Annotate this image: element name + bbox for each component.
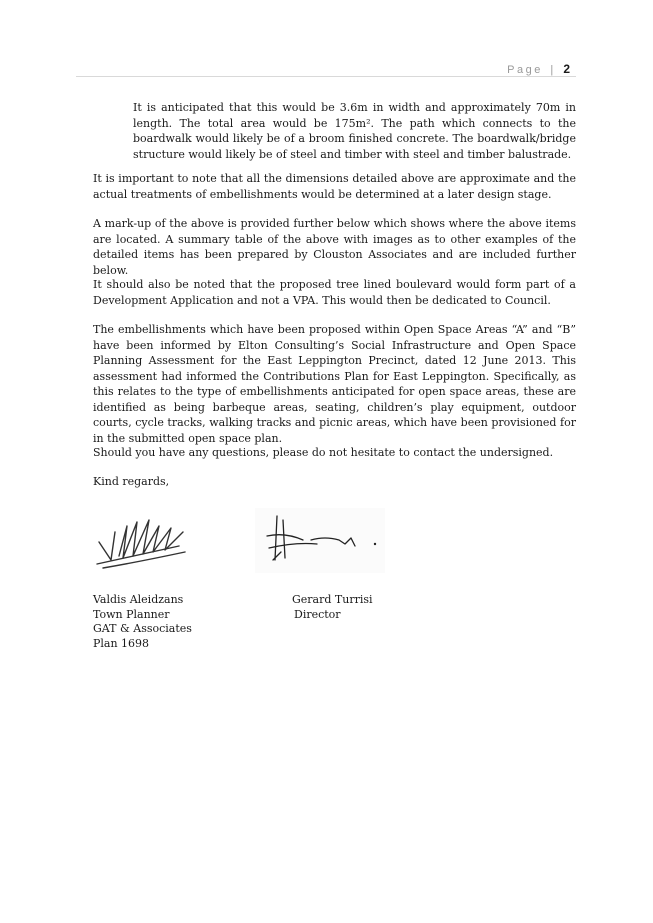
signatory-1-title: Town Planner bbox=[93, 607, 170, 621]
signatory-1-plan: Plan 1698 bbox=[93, 636, 150, 650]
signatory-1-name: Valdis Aleidzans bbox=[93, 593, 184, 606]
closing-salutation: Kind regards, bbox=[93, 475, 170, 488]
page-number bbox=[507, 62, 570, 76]
paragraph-dimensions: It is important to note that all the dimensions detailed above are approximate and the actual treatments of embellishments would be determined at a later design stage. bbox=[93, 172, 576, 201]
page-header bbox=[76, 60, 576, 77]
signatory-2-name: Gerard Turrisi bbox=[292, 593, 373, 606]
paragraph-boulevard: It should also be noted that the proposed tree lined boulevard would form part of a Development Application and not a VPA. This would then be dedicated to Council. bbox=[93, 278, 576, 307]
signatory-2 bbox=[292, 593, 373, 622]
signatory-2-title: Director bbox=[294, 607, 341, 621]
paragraph-boardwalk: It is anticipated that this would be 3.6m in width and approximately 70m in length. The total area would be 175m². The path which connects to the boardwalk would likely be of a broom finished concrete. The boardwalk/bridge structure would likely be of steel and timber with steel and timber balustrade. bbox=[133, 101, 576, 161]
page-label: Page bbox=[507, 64, 543, 76]
paragraph-embellishments: The embellishments which have been proposed within Open Space Areas “A” and “B” have been informed by Elton Consulting’s Social Infrastructure and Open Space Planning Assessment for the East Leppington Precinct, dated 12 June 2013. This assessment had informed the Contributions Plan for East Leppington. Specifically, as this relates to the type of embellishments anticipated for open space areas, these are identified as being barbeque areas, seating, children’s play equipment, outdoor courts, cycle tracks, walking tracks and picnic areas, which have been provisioned for in the submitted open space plan. bbox=[93, 323, 576, 445]
paragraph-markup: A mark-up of the above is provided further below which shows where the above items are located. A summary table of the above with images as to other examples of the detailed items has been prepared by Clouston Associates and are included further below. bbox=[93, 217, 576, 277]
page-separator: | bbox=[550, 64, 556, 76]
signature-gerard-turrisi bbox=[255, 508, 385, 573]
paragraph-questions: Should you have any questions, please do not hesitate to contact the undersigned. bbox=[93, 446, 554, 459]
signature-valdis-aleidzans bbox=[93, 512, 193, 574]
page-number-value: 2 bbox=[563, 62, 570, 76]
signatory-1 bbox=[93, 593, 192, 651]
signatory-1-company: GAT & Associates bbox=[93, 622, 192, 635]
